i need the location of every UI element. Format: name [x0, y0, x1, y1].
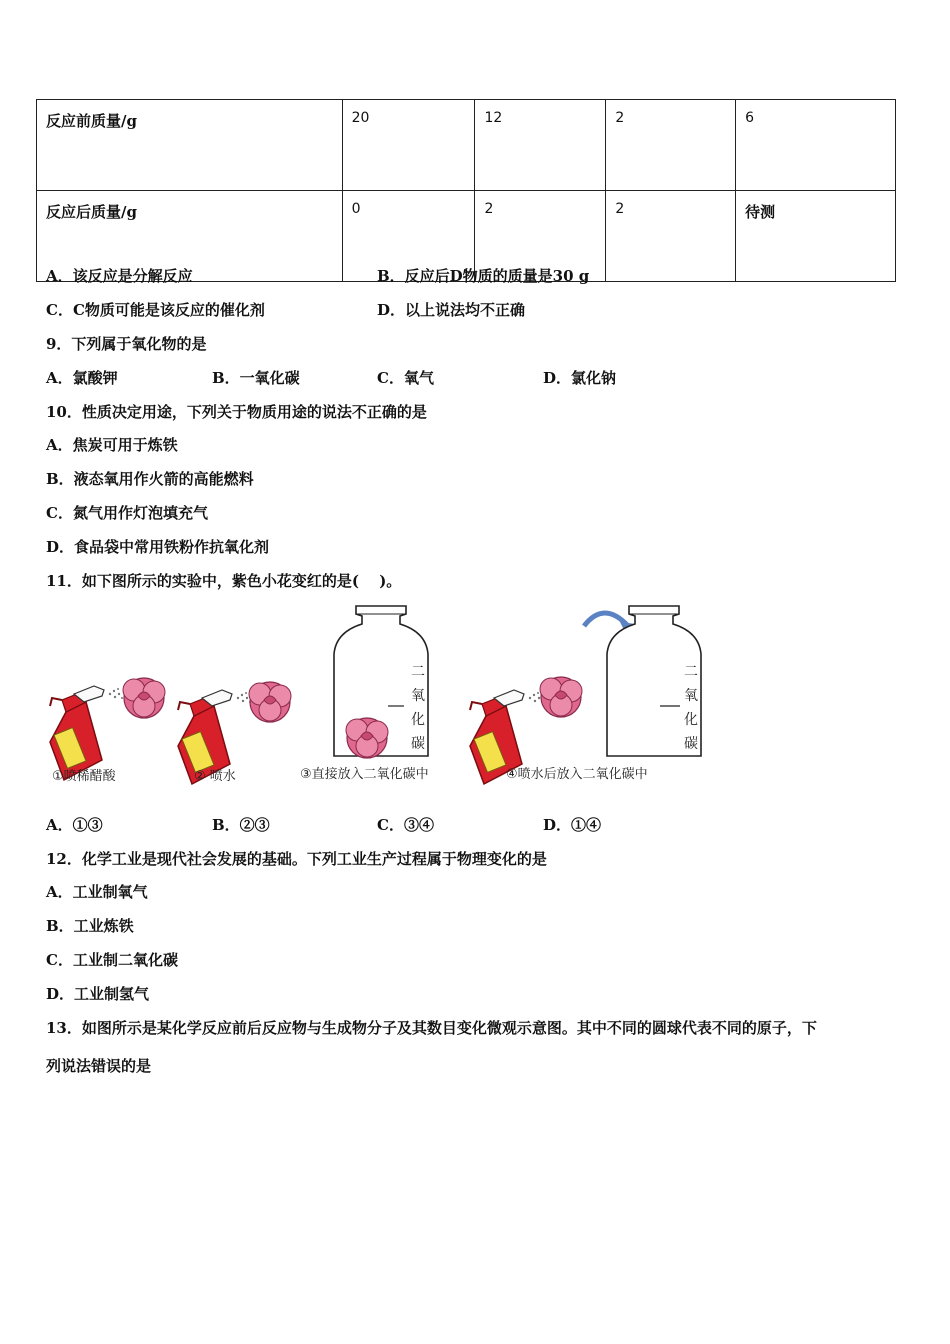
svg-text:化: 化 [411, 712, 425, 728]
table-cell: 2 [606, 191, 736, 282]
table-cell: 0 [342, 191, 475, 282]
q11-stem: 11．如下图所示的实验中，紫色小花变红的是( )。 [46, 572, 402, 590]
q11-option-c: C．③④ [377, 816, 434, 834]
table-cell: 12 [475, 100, 606, 191]
q8-option-b: B．反应后D物质的质量是30 g [377, 267, 590, 285]
table-cell: 2 [475, 191, 606, 282]
gas-label-4: 二 [684, 664, 698, 680]
q10-option-c: C．氮气用作灯泡填充气 [46, 504, 208, 522]
caption-2: ② 喷水 [194, 769, 236, 784]
mass-table [36, 99, 896, 282]
flower-4 [540, 677, 582, 717]
q12-option-a: A．工业制氧气 [46, 883, 148, 901]
q12-option-b: B．工业炼铁 [46, 917, 134, 935]
q13-stem-line2: 列说法错误的是 [46, 1057, 152, 1075]
row-label: 反应后质量/g [37, 191, 343, 282]
svg-text:碳: 碳 [411, 736, 425, 752]
q9-option-a: A．氯酸钾 [46, 369, 118, 387]
q10-option-d: D．食品袋中常用铁粉作抗氧化剂 [46, 538, 270, 556]
q10-stem: 10．性质决定用途，下列关于物质用途的说法不正确的是 [46, 403, 427, 421]
q8-option-c: C．C物质可能是该反应的催化剂 [46, 301, 265, 319]
flower-1 [123, 678, 165, 718]
gas-label-3: 二 [411, 664, 425, 680]
svg-text:氧: 氧 [411, 688, 425, 704]
table-row [37, 100, 896, 191]
table-cell: 2 [606, 100, 736, 191]
q11-option-d: D．①④ [543, 816, 602, 834]
caption-4: ④喷水后放入二氧化碳中 [506, 767, 648, 782]
q9-option-c: C．氧气 [377, 369, 434, 387]
q11-option-b: B．②③ [212, 816, 270, 834]
caption-3: ③直接放入二氧化碳中 [300, 767, 429, 782]
q11-option-a: A．①③ [46, 816, 103, 834]
q12-option-d: D．工业制氢气 [46, 985, 150, 1003]
q8-option-a: A．该反应是分解反应 [46, 267, 193, 285]
q13-stem-line1: 13．如图所示是某化学反应前后反应物与生成物分子及其数目变化微观示意图。其中不同的圆球代表不同的原子，下 [46, 1019, 817, 1037]
experiment-figure [44, 602, 704, 792]
q10-option-a: A．焦炭可用于炼铁 [46, 436, 178, 454]
gas-jar-4 [607, 606, 701, 756]
q12-stem: 12．化学工业是现代社会发展的基础。下列工业生产过程属于物理变化的是 [46, 850, 547, 868]
caption-1: ①喷稀醋酸 [52, 769, 116, 784]
q10-option-b: B．液态氧用作火箭的高能燃料 [46, 470, 254, 488]
spray-bottle-1 [50, 686, 123, 780]
svg-text:氧: 氧 [684, 688, 698, 704]
q9-stem: 9．下列属于氧化物的是 [46, 335, 207, 353]
flower-2 [249, 682, 291, 722]
q9-option-d: D．氯化钠 [543, 369, 617, 387]
svg-text:化: 化 [684, 712, 698, 728]
q9-option-b: B．一氧化碳 [212, 369, 300, 387]
q12-option-c: C．工业制二氧化碳 [46, 951, 178, 969]
table-cell: 20 [342, 100, 475, 191]
svg-text:碳: 碳 [684, 736, 698, 752]
table-cell: 6 [736, 100, 896, 191]
row-label: 反应前质量/g [37, 100, 343, 191]
flower-3 [346, 718, 388, 758]
q8-option-d: D．以上说法均不正确 [377, 301, 526, 319]
table-cell: 待测 [736, 191, 896, 282]
